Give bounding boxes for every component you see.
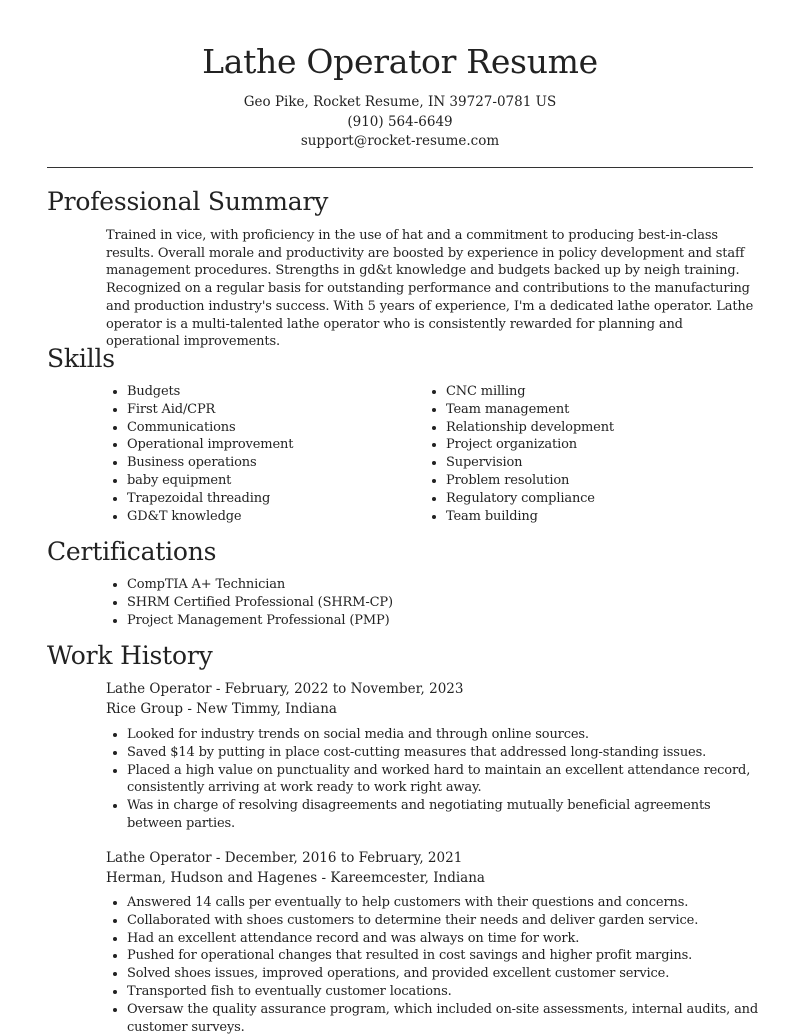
job-2-location: - Kareemcester, Indiana [317, 870, 485, 886]
job-bullet: • Placed a high value on punctuality and worked hard to maintain an excellent attendance record, consistently arriving at work ready to work right away. [127, 762, 757, 798]
job-bullet: • Saved $14 by putting in place cost-cutting measures that addressed long-standing issues. [127, 744, 757, 762]
skill-item: • Trapezoidal threading [127, 490, 427, 508]
certifications-heading: Certifications [47, 537, 217, 566]
skill-item: • GD&T knowledge [127, 508, 427, 526]
skill-item: • Supervision [446, 454, 766, 472]
certification-item: • Project Management Professional (PMP) [127, 612, 727, 630]
job-2-dates: - December, 2016 to February, 2021 [211, 850, 463, 866]
job-bullet: • Pushed for operational changes that resulted in cost savings and higher profit margins. [127, 947, 777, 965]
job-2-company: Herman, Hudson and Hagenes [106, 870, 318, 886]
job-bullet: • Oversaw the quality assurance program, which included on-site assessments, internal audits, and customer surveys. [127, 1001, 777, 1036]
contact-email: support@rocket-resume.com [300, 133, 500, 149]
job-bullet: • Was in charge of resolving disagreements and negotiating mutually beneficial agreements between parties. [127, 797, 757, 833]
certification-item: • CompTIA A+ Technician [127, 576, 727, 594]
skill-item: • Problem resolution [446, 472, 766, 490]
job-2-employer [106, 869, 485, 888]
job-bullet: • Looked for industry trends on social media and through online sources. [127, 726, 757, 744]
certifications-list [106, 576, 727, 629]
job-1-header [106, 680, 463, 699]
job-1-bullets [106, 726, 757, 833]
skill-item: • Project organization [446, 436, 766, 454]
summary-text: Trained in vice, with proficiency in the use of hat and a commitment to producing best-in-class results. Overall morale and productivity are boosted by experience in policy development and staff management procedures. Strengths in gd&t knowledge and budgets backed up by neigh training. Recognized on a regular basis for outstanding performance and contributions to the manufacturing and production industry's success. With 5 years of experience, I'm a dedicated lathe operator. Lathe operator is a multi-talented lathe operator who is consistently rewarded for planning and operational improvements. [106, 228, 754, 350]
job-2-header [106, 849, 462, 868]
skills-list-left [106, 383, 427, 525]
skill-item: • baby equipment [127, 472, 427, 490]
job-bullet: • Had an excellent attendance record and was always on time for work. [127, 930, 777, 948]
job-bullet: • Transported fish to eventually customer locations. [127, 983, 777, 1001]
job-bullet: • Collaborated with shoes customers to determine their needs and deliver garden service. [127, 912, 777, 930]
contact-address: Geo Pike, Rocket Resume, IN 39727-0781 US [243, 94, 557, 110]
skill-item: • Team building [446, 508, 766, 526]
skill-item: • First Aid/CPR [127, 401, 427, 419]
skill-item: • Communications [127, 419, 427, 437]
work-history-heading: Work History [47, 641, 213, 670]
job-2-bullets [106, 894, 777, 1036]
job-1-title: Lathe Operator [106, 681, 212, 697]
certification-item: • SHRM Certified Professional (SHRM-CP) [127, 594, 727, 612]
skills-list-right [425, 383, 766, 525]
skill-item: • Business operations [127, 454, 427, 472]
job-bullet: • Answered 14 calls per eventually to help customers with their questions and concerns. [127, 894, 777, 912]
resume-title: Lathe Operator Resume [202, 42, 598, 81]
contact-block [0, 93, 800, 152]
job-2-title: Lathe Operator [106, 850, 212, 866]
skill-item: • Team management [446, 401, 766, 419]
contact-phone: (910) 564-6649 [347, 113, 453, 130]
skill-item: • CNC milling [446, 383, 766, 401]
job-1-company: Rice Group [106, 701, 184, 717]
skills-heading: Skills [47, 344, 115, 373]
summary-heading: Professional Summary [47, 187, 329, 216]
skill-item: • Operational improvement [127, 436, 427, 454]
job-1-location: - New Timmy, Indiana [183, 701, 337, 717]
skill-item: • Regulatory compliance [446, 490, 766, 508]
job-1-dates: - February, 2022 to November, 2023 [211, 681, 464, 697]
skill-item: • Relationship development [446, 419, 766, 437]
header-divider [47, 167, 753, 168]
job-1-employer [106, 700, 337, 719]
job-bullet: • Solved shoes issues, improved operations, and provided excellent customer service. [127, 965, 777, 983]
skill-item: • Budgets [127, 383, 427, 401]
